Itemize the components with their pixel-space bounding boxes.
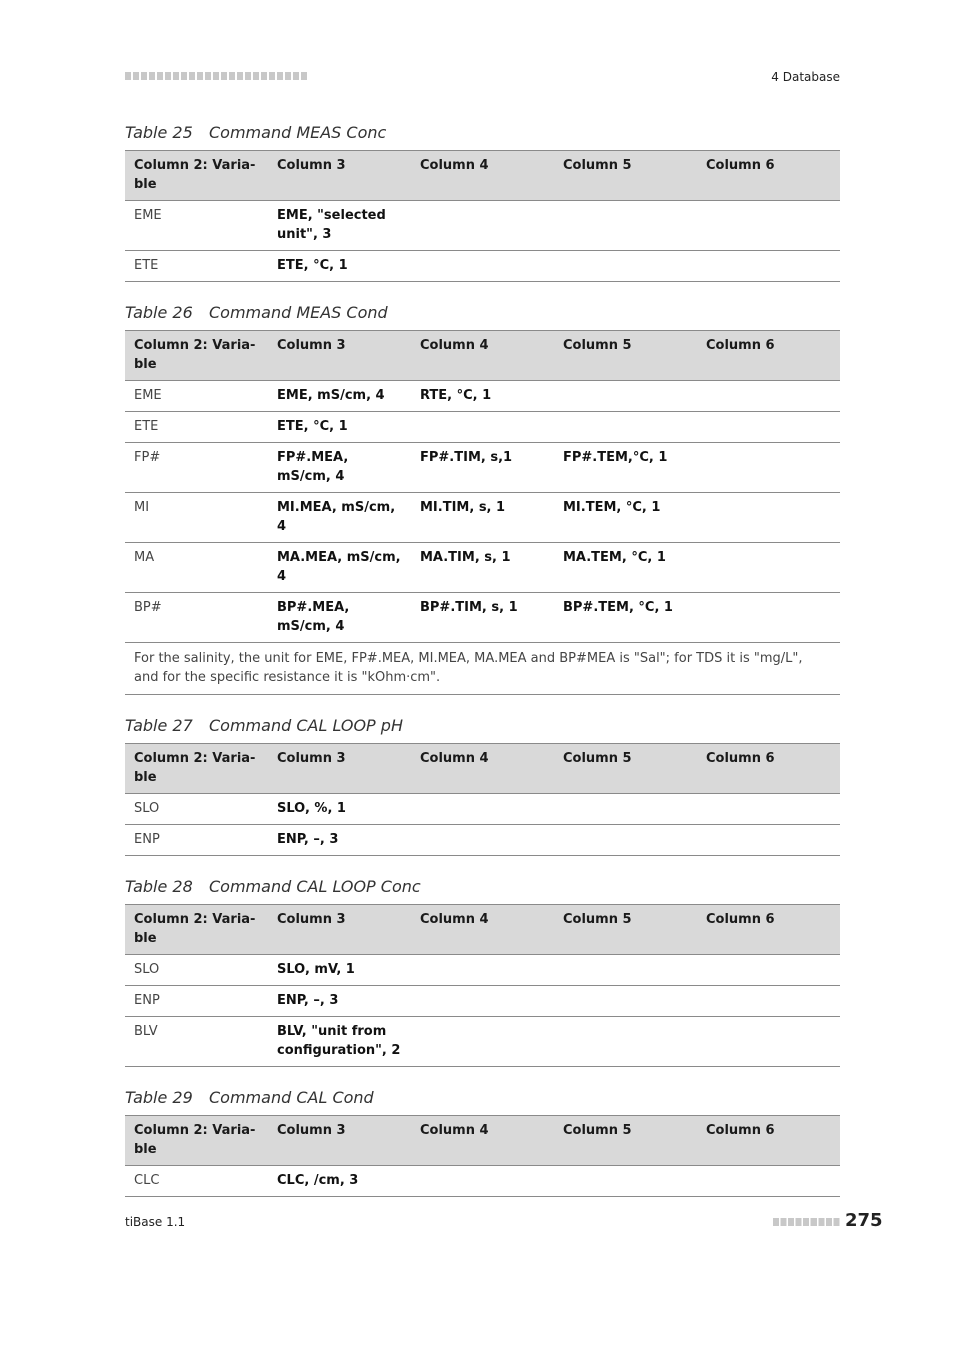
table-row — [125, 251, 840, 282]
column-header: Column 6 — [697, 905, 840, 955]
command-table — [125, 1115, 840, 1197]
footer-product: tiBase 1.1 — [125, 1215, 186, 1229]
column-header: Column 4 — [411, 1116, 554, 1166]
column-header: Column 3 — [268, 1116, 411, 1166]
table-row — [125, 593, 840, 643]
table-cell: EME, mS/cm, 4 — [268, 381, 411, 412]
table-cell — [554, 825, 697, 856]
table-cell: FP# — [125, 443, 268, 493]
column-header: Column 4 — [411, 151, 554, 201]
column-header: Column 6 — [697, 1116, 840, 1166]
table-cell: MA.TEM, °C, 1 — [554, 543, 697, 593]
column-header: Column 2: Varia- ble — [125, 744, 268, 794]
table-cell — [554, 794, 697, 825]
table-cell: MI — [125, 493, 268, 543]
running-header-section: 4 Database — [771, 70, 840, 84]
table-cell: EME, "selected unit", 3 — [268, 201, 411, 251]
table-cell — [697, 493, 840, 543]
table-cell — [554, 412, 697, 443]
table-cell — [697, 412, 840, 443]
table-cell: ENP — [125, 986, 268, 1017]
table-cell — [554, 251, 697, 282]
table-cell: BP# — [125, 593, 268, 643]
table-cell: ENP, –, 3 — [268, 986, 411, 1017]
command-table — [125, 904, 840, 1067]
table-cell: SLO, %, 1 — [268, 794, 411, 825]
table-cell: MA.MEA, mS/cm, 4 — [268, 543, 411, 593]
table-cell — [411, 1166, 554, 1197]
table-title: Command CAL LOOP Conc — [209, 877, 421, 896]
table-cell — [697, 593, 840, 643]
table-number: Table 26 — [125, 303, 193, 322]
table-cell — [697, 825, 840, 856]
table-cell — [697, 1017, 840, 1067]
table-cell — [411, 412, 554, 443]
table-cell — [554, 1017, 697, 1067]
document-body — [125, 120, 840, 1215]
table-row — [125, 825, 840, 856]
table-row — [125, 493, 840, 543]
table-note-row — [125, 643, 840, 695]
command-table — [125, 330, 840, 695]
table-cell — [554, 1166, 697, 1197]
command-table — [125, 150, 840, 282]
column-header: Column 5 — [554, 331, 697, 381]
table-row — [125, 1166, 840, 1197]
table-cell — [411, 986, 554, 1017]
table-cell: MI.MEA, mS/cm, 4 — [268, 493, 411, 543]
table-cell: BLV — [125, 1017, 268, 1067]
table-cell — [554, 986, 697, 1017]
table-cell: BLV, "unit from configuration", 2 — [268, 1017, 411, 1067]
column-header: Column 2: Varia- ble — [125, 905, 268, 955]
column-header: Column 4 — [411, 905, 554, 955]
table-cell — [697, 1166, 840, 1197]
table-cell: BP#.TEM, °C, 1 — [554, 593, 697, 643]
table-cell: MA — [125, 543, 268, 593]
table-row — [125, 986, 840, 1017]
column-header: Column 5 — [554, 151, 697, 201]
table-cell — [697, 794, 840, 825]
table-header-row — [125, 331, 840, 381]
table-cell: EME — [125, 201, 268, 251]
table-cell — [411, 794, 554, 825]
table-cell — [554, 201, 697, 251]
table-cell: FP#.TIM, s,1 — [411, 443, 554, 493]
table-row — [125, 794, 840, 825]
column-header: Column 6 — [697, 151, 840, 201]
page-number: 275 — [845, 1210, 883, 1231]
table-cell: FP#.TEM,°C, 1 — [554, 443, 697, 493]
table-cell: CLC — [125, 1166, 268, 1197]
table-number: Table 29 — [125, 1088, 193, 1107]
table-cell: MA.TIM, s, 1 — [411, 543, 554, 593]
table-note: For the salinity, the unit for EME, FP#.MEA, MI.MEA, MA.MEA and BP#MEA is "Sal"; for TDS it is "mg/L", and for the specific resistance it is "kOhm·cm". — [125, 643, 840, 695]
table-caption — [125, 874, 840, 904]
table-title: Command MEAS Conc — [209, 123, 387, 142]
table-title: Command CAL LOOP pH — [209, 716, 403, 735]
table-cell — [411, 825, 554, 856]
column-header: Column 2: Varia- ble — [125, 1116, 268, 1166]
table-cell: FP#.MEA, mS/cm, 4 — [268, 443, 411, 493]
table-cell — [697, 986, 840, 1017]
table-row — [125, 543, 840, 593]
table-number: Table 27 — [125, 716, 193, 735]
table-cell: RTE, °C, 1 — [411, 381, 554, 412]
table-cell: EME — [125, 381, 268, 412]
table-cell: ETE, °C, 1 — [268, 251, 411, 282]
table-header-row — [125, 151, 840, 201]
table-cell — [554, 955, 697, 986]
command-table — [125, 743, 840, 856]
table-cell: BP#.TIM, s, 1 — [411, 593, 554, 643]
table-cell — [697, 443, 840, 493]
table-row — [125, 443, 840, 493]
column-header: Column 5 — [554, 905, 697, 955]
table-cell — [411, 201, 554, 251]
table-cell: MI.TIM, s, 1 — [411, 493, 554, 543]
column-header: Column 4 — [411, 331, 554, 381]
table-row — [125, 955, 840, 986]
table-cell: SLO — [125, 794, 268, 825]
column-header: Column 5 — [554, 1116, 697, 1166]
table-cell — [697, 201, 840, 251]
table-cell — [697, 543, 840, 593]
table-cell: SLO — [125, 955, 268, 986]
table-caption — [125, 1085, 840, 1115]
table-cell — [411, 955, 554, 986]
table-header-row — [125, 905, 840, 955]
table-title: Command CAL Cond — [209, 1088, 374, 1107]
table-cell — [554, 381, 697, 412]
column-header: Column 6 — [697, 331, 840, 381]
footer-decoration — [773, 1218, 841, 1226]
table-cell — [697, 955, 840, 986]
table-cell: SLO, mV, 1 — [268, 955, 411, 986]
table-cell: CLC, /cm, 3 — [268, 1166, 411, 1197]
table-cell: ETE, °C, 1 — [268, 412, 411, 443]
column-header: Column 2: Varia- ble — [125, 331, 268, 381]
table-cell — [411, 251, 554, 282]
table-cell — [697, 381, 840, 412]
header-decoration — [125, 72, 307, 80]
column-header: Column 4 — [411, 744, 554, 794]
column-header: Column 2: Varia- ble — [125, 151, 268, 201]
table-caption — [125, 120, 840, 150]
table-header-row — [125, 744, 840, 794]
table-cell: ETE — [125, 412, 268, 443]
table-cell — [411, 1017, 554, 1067]
table-row — [125, 381, 840, 412]
table-cell: ENP — [125, 825, 268, 856]
column-header: Column 3 — [268, 744, 411, 794]
table-row — [125, 1017, 840, 1067]
table-cell: ENP, –, 3 — [268, 825, 411, 856]
table-title: Command MEAS Cond — [209, 303, 388, 322]
table-number: Table 28 — [125, 877, 193, 896]
table-cell — [697, 251, 840, 282]
table-caption — [125, 713, 840, 743]
table-cell: MI.TEM, °C, 1 — [554, 493, 697, 543]
table-number: Table 25 — [125, 123, 193, 142]
column-header: Column 3 — [268, 331, 411, 381]
table-row — [125, 412, 840, 443]
table-row — [125, 201, 840, 251]
table-cell: BP#.MEA, mS/cm, 4 — [268, 593, 411, 643]
column-header: Column 3 — [268, 151, 411, 201]
table-cell: ETE — [125, 251, 268, 282]
table-caption — [125, 300, 840, 330]
column-header: Column 5 — [554, 744, 697, 794]
column-header: Column 6 — [697, 744, 840, 794]
table-header-row — [125, 1116, 840, 1166]
column-header: Column 3 — [268, 905, 411, 955]
